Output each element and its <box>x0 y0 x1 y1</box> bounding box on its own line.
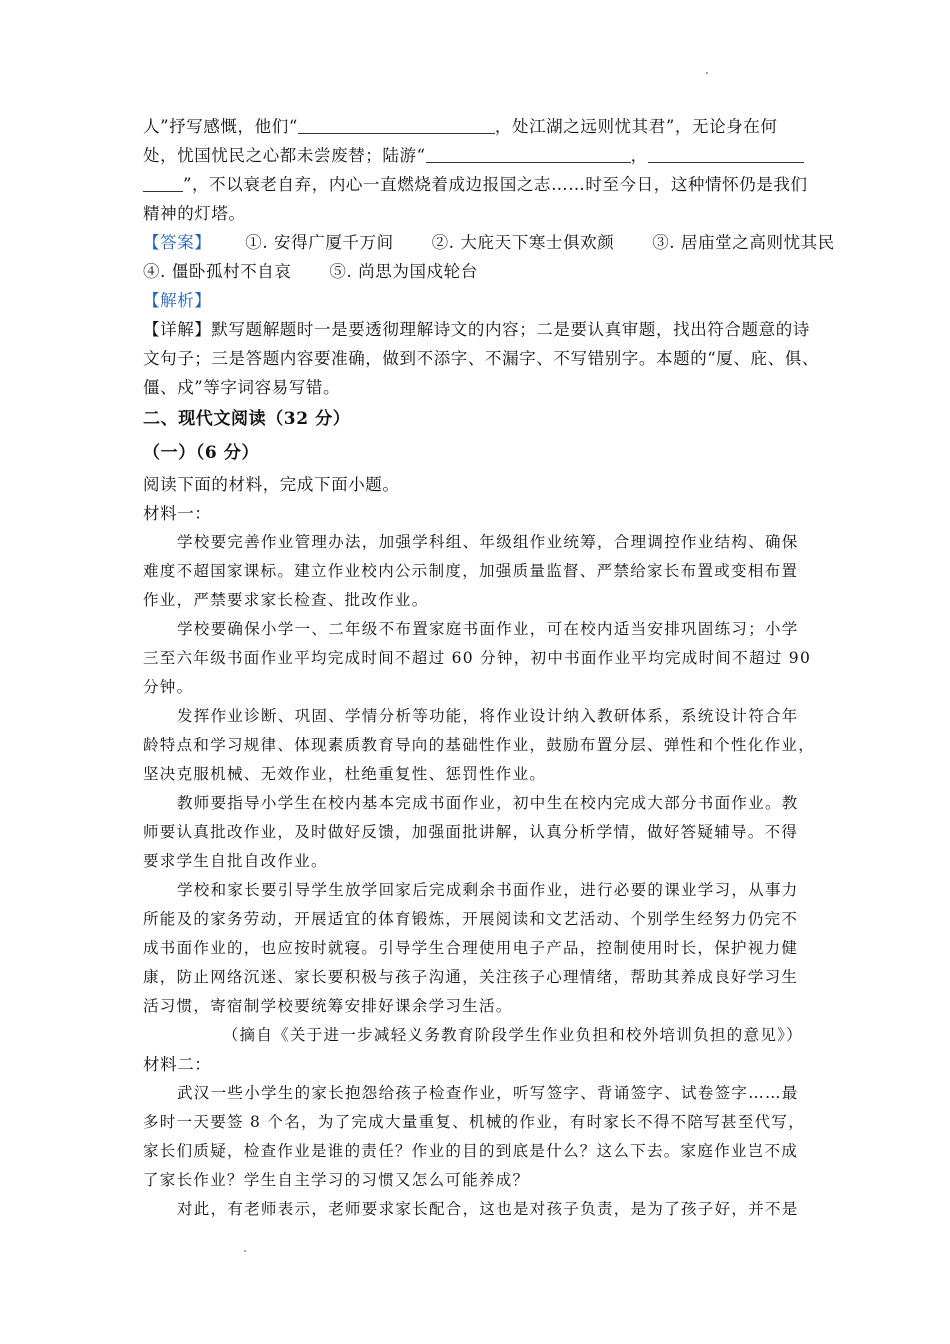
answer-item: ③. 居庙堂之高则忧其民 <box>652 233 835 252</box>
material-line: 所能及的家务劳动，开展适宜的体育锻炼，开展阅读和文艺活动、个别学生经努力仍完不 <box>143 910 799 928</box>
fill-blank[interactable] <box>648 144 804 163</box>
instruction: 阅读下面的材料，完成下面小题。 <box>143 475 400 494</box>
answer-line-2 <box>143 257 811 286</box>
poem-line-3: ”，不以衰老自弃，内心一直燃烧着成边报国之志……时至今日，这种情怀仍是我们 <box>143 170 811 199</box>
material-line: 康，防止网络沉迷、家长要积极与孩子沟通，关注孩子心理情绪，帮助其养成良好学习生 <box>143 968 799 986</box>
material-line: 学校和家长要引导学生放学回家后完成剩余书面作业，进行必要的课业学习，从事力 <box>177 881 799 899</box>
section-title: 二、现代文阅读（32 分） <box>143 409 351 429</box>
fill-blank[interactable] <box>298 115 495 134</box>
material-line: 成书面作业的，也应按时就寝。引导学生合理使用电子产品，控制使用时长，保护视力健 <box>143 939 799 957</box>
analysis-line: 僵、戍”等字词容易写错。 <box>143 378 341 397</box>
material-line: 难度不超国家课标。建立作业校内公示制度，加强质量监督、严禁给家长布置或变相布置 <box>143 562 799 580</box>
material-line: 三至六年级书面作业平均完成时间不超过 60 分钟，初中书面作业平均完成时间不超过 90 <box>143 649 812 667</box>
analysis-tag: 【解析】 <box>143 291 212 310</box>
material-line: 活习惯，寄宿制学校要统筹安排好课余学习生活。 <box>143 997 513 1015</box>
material-line: 对此，有老师表示，老师要求家长配合，这也是对孩子负责，是为了孩子好，并不是 <box>177 1200 799 1218</box>
poem-line-2: 处，忧国忧民之心都未尝废替；陆游“ ， <box>143 141 811 170</box>
material-line: 龄特点和学习规律、体现素质教育导向的基础性作业，鼓励布置分层、弹性和个性化作业， <box>143 736 816 754</box>
material-line: 家长们质疑，检查作业是谁的责任？作业的目的到底是什么？这么下去。家庭作业岂不成 <box>143 1142 799 1160</box>
analysis-line: 文句子；三是答题内容要准确，做到不添字、不漏字、不写错别字。本题的“厦、庇、俱、 <box>143 349 819 368</box>
material-line: 了家长作业？学生自主学习的习惯又怎么可能养成？ <box>143 1171 530 1189</box>
material-2-label: 材料二： <box>143 1055 212 1074</box>
material-line: 多时一天要签 8 个名，为了完成大量重复、机械的作业，有时家长不得不陪写甚至代写， <box>143 1113 806 1131</box>
material-line: 学校要确保小学一、二年级不布置家庭书面作业，可在校内适当安排巩固练习；小学 <box>177 620 799 638</box>
material-2 <box>143 1079 811 1224</box>
material-1-label: 材料一： <box>143 504 212 523</box>
analysis-line: 【详解】默写题解题时一是要透彻理解诗文的内容；二是要认真审题，找出符合题意的诗 <box>143 320 810 339</box>
material-line: 学校要完善作业管理办法，加强学科组、年级组作业统筹，合理调控作业结构、确保 <box>177 533 799 551</box>
fill-blank[interactable] <box>426 144 631 163</box>
material-line: 武汉一些小学生的家长抱怨给孩子检查作业，听写签字、背诵签字、试卷签字……最 <box>177 1084 799 1102</box>
material-line: 师要认真批改作业，及时做好反馈，加强面批讲解，认真分析学情，做好答疑辅导。不得 <box>143 823 799 841</box>
scan-dot <box>244 1250 246 1252</box>
material-line: 分钟。 <box>143 678 194 696</box>
material-line: 教师要指导小学生在校内基本完成书面作业，初中生在校内完成大部分书面作业。教 <box>177 794 799 812</box>
fill-blank[interactable] <box>143 173 183 192</box>
answer-item: ④. 僵卧孤村不自哀 <box>143 262 292 281</box>
material-line: 坚决克服机械、无效作业，杜绝重复性、惩罚性作业。 <box>143 765 547 783</box>
poem-line-1: 人”抒写感慨，他们“ ，处江湖之远则忧其君”，无论身在何 <box>143 117 778 136</box>
material-line: 作业，严禁要求家长检查、批改作业。 <box>143 591 429 609</box>
answer-item: ⑤. 尚思为国戍轮台 <box>329 262 478 281</box>
answer-item: ②. 大庇天下寒士俱欢颜 <box>431 233 615 252</box>
material-line: 发挥作业诊断、巩固、学情分析等功能，将作业设计纳入教研体系，系统设计符合年 <box>177 707 799 725</box>
material-1 <box>143 528 816 1050</box>
material-source: （摘自《关于进一步减轻义务教育阶段学生作业负担和校外培训负担的意见》） <box>222 1026 803 1044</box>
subsection-title: （一）（6 分） <box>143 443 260 463</box>
answer-line-1 <box>143 228 835 257</box>
scan-dot <box>706 72 708 74</box>
material-line: 要求学生自批自改作业。 <box>143 852 328 870</box>
answer-item: ①. 安得广厦千万间 <box>245 233 394 252</box>
poem-line-4: 精神的灯塔。 <box>143 204 246 223</box>
answer-tag: 【答案】 <box>143 233 212 252</box>
page-content <box>143 112 835 1224</box>
